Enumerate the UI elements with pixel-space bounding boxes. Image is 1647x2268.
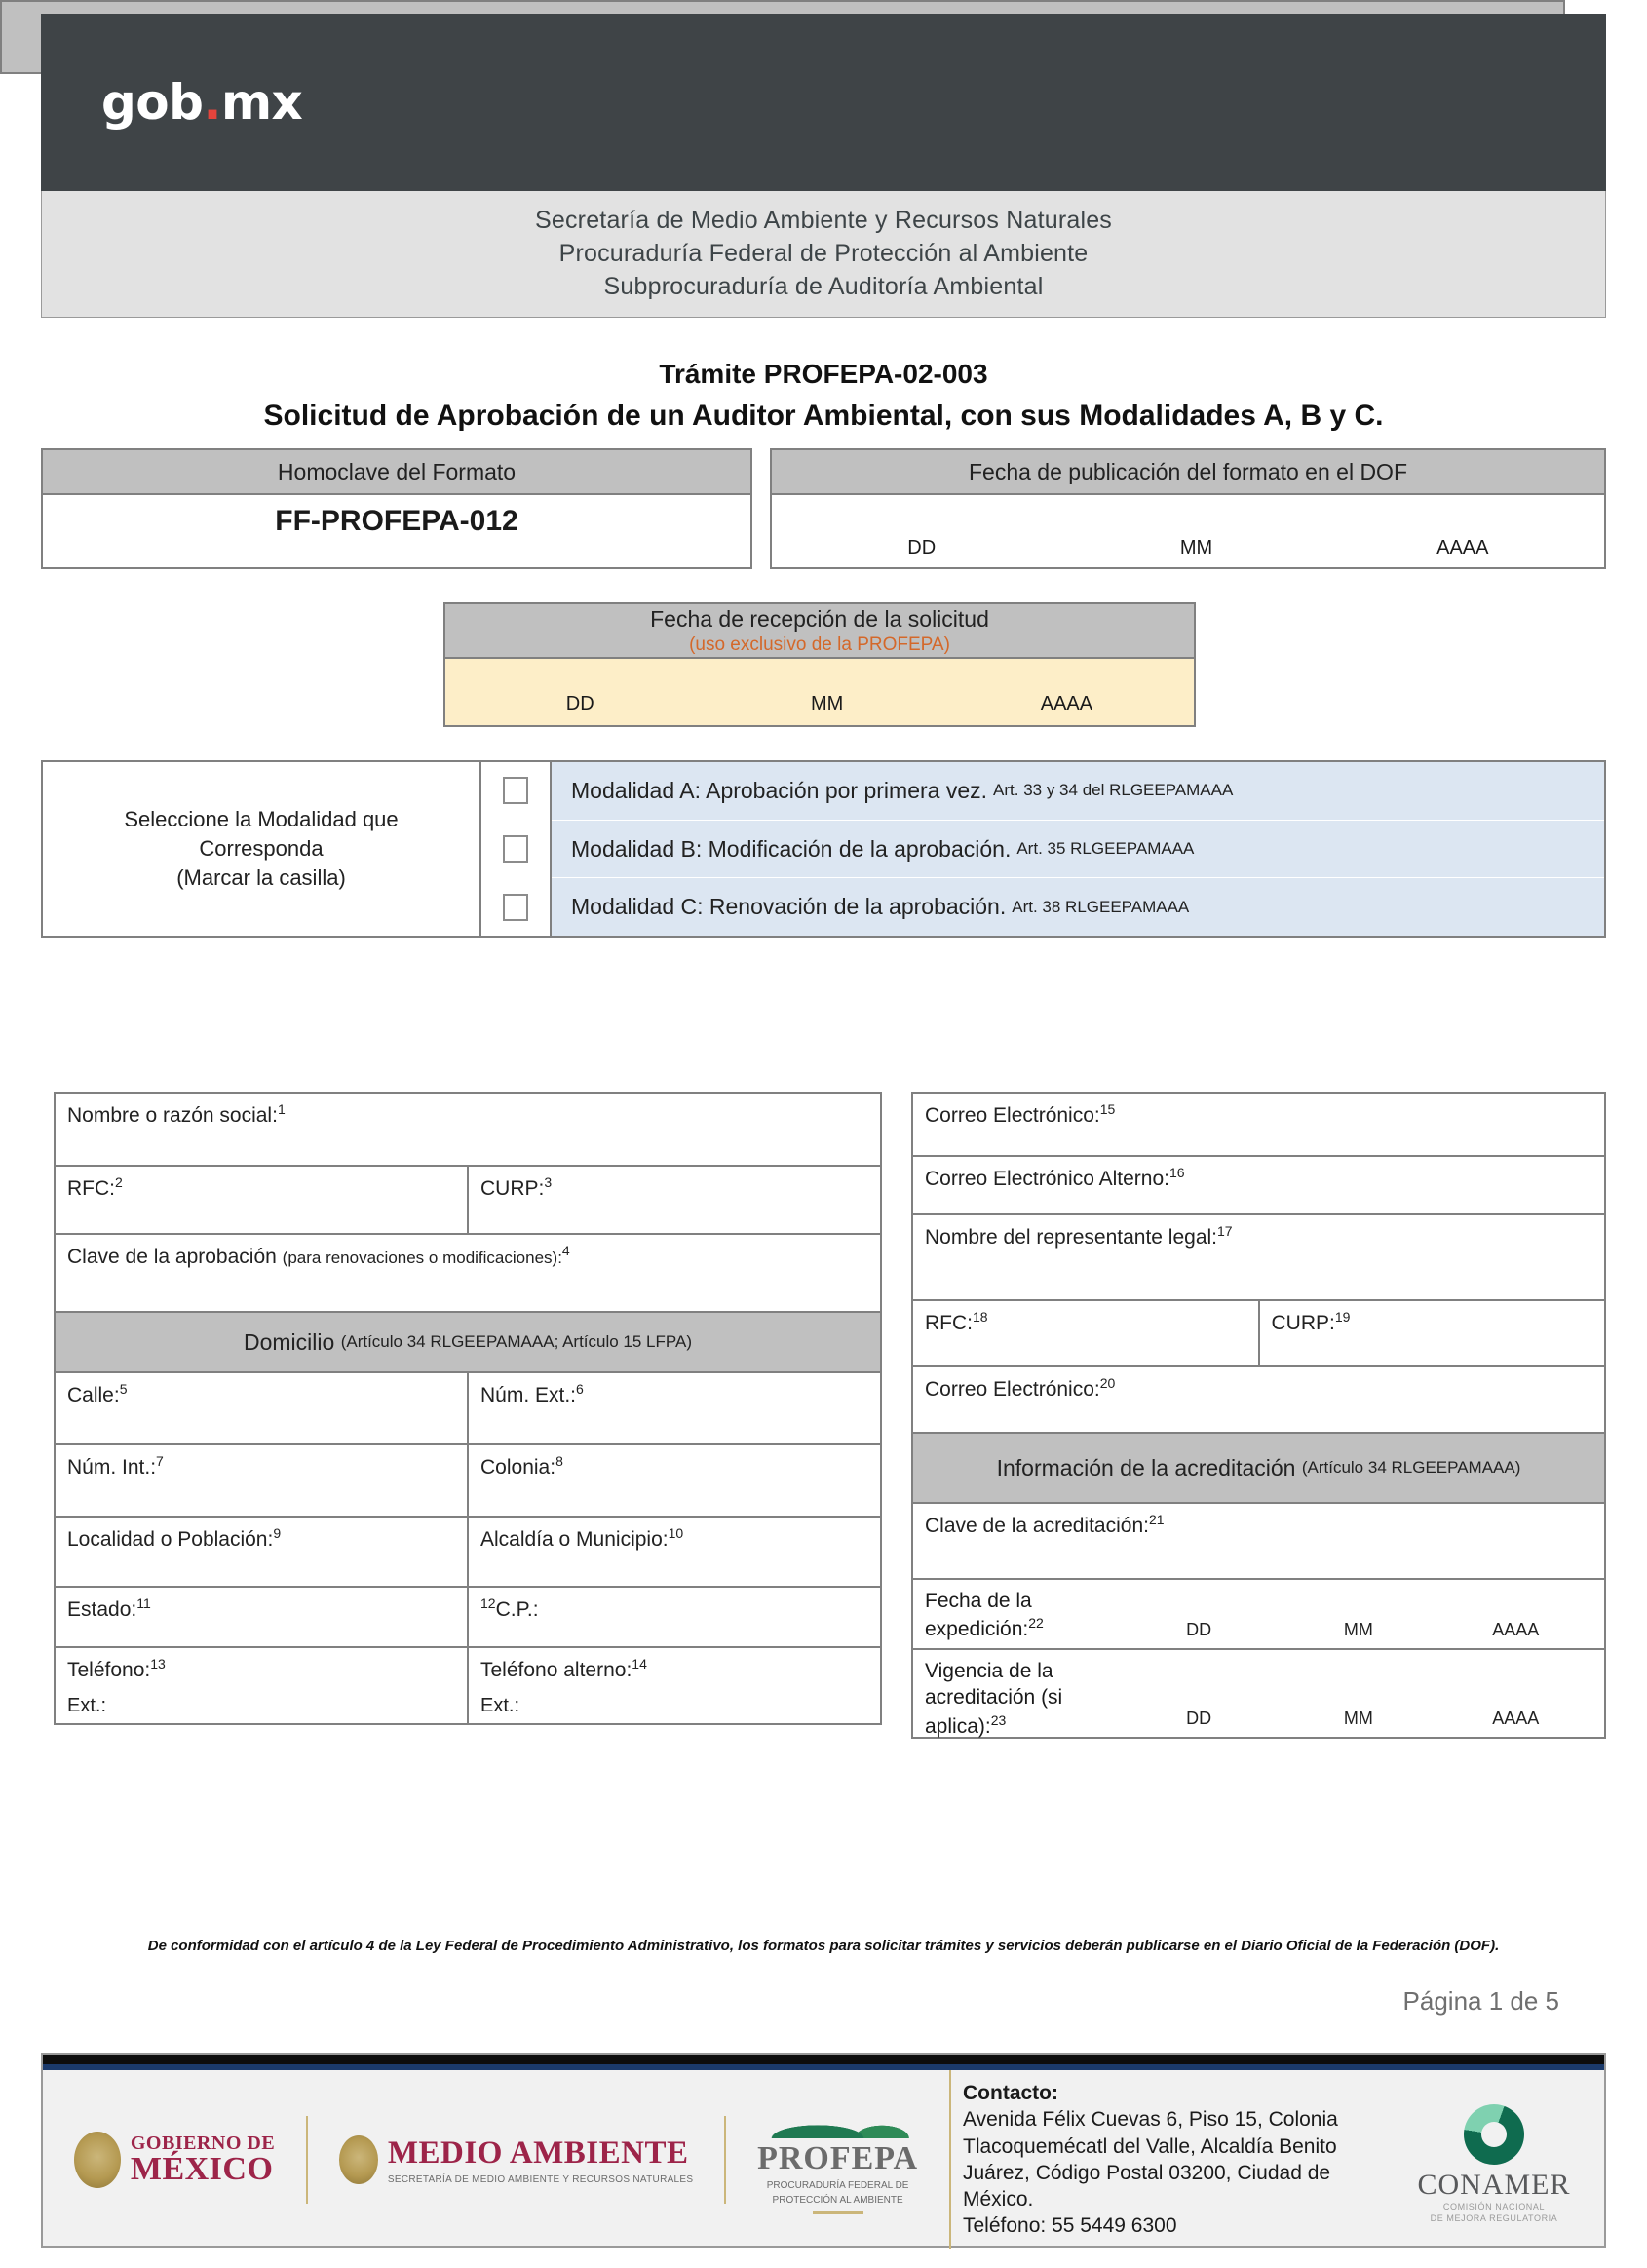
footer-contact-section <box>949 2070 1604 2249</box>
label-ext-telefono-alterno[interactable]: Ext.: <box>480 1695 520 1716</box>
acreditacion-band <box>913 1434 1604 1504</box>
fieldnum-telefono: 13 <box>150 1656 166 1672</box>
medio-ambiente-line-2: SECRETARÍA DE MEDIO AMBIENTE Y RECURSOS NATURALES <box>387 2173 694 2185</box>
modalidad-option-a[interactable] <box>552 762 1604 820</box>
modalidad-options-panel <box>552 762 1604 936</box>
checkbox-modalidad-a[interactable] <box>503 777 528 804</box>
field-cp[interactable] <box>467 1588 880 1646</box>
modalidad-selection-box <box>41 760 1606 938</box>
fieldnum-representante: 17 <box>1217 1223 1233 1239</box>
field-correo-electronico[interactable] <box>913 1094 1604 1155</box>
field-localidad[interactable] <box>56 1518 467 1586</box>
label-curp: CURP: <box>480 1177 545 1200</box>
acreditacion-header-article: (Artículo 34 RLGEEPAMAAA) <box>1301 1458 1521 1477</box>
label-correo-alterno: Correo Electrónico Alterno: <box>925 1168 1169 1190</box>
domicilio-header-label: Domicilio <box>244 1328 335 1355</box>
field-calle[interactable] <box>56 1373 467 1443</box>
checkbox-modalidad-b[interactable] <box>503 835 528 863</box>
homoclave-header: Homoclave del Formato <box>43 450 750 495</box>
modalidad-option-c[interactable] <box>552 877 1604 936</box>
page-footer <box>41 2053 1606 2248</box>
label-rfc: RFC: <box>67 1177 115 1200</box>
medio-ambiente-logo <box>339 2135 693 2185</box>
mexican-eagle-seal-icon <box>74 2132 121 2188</box>
gobierno-de-mexico-logo <box>74 2132 275 2188</box>
vigencia-aaaa-label: AAAA <box>1492 1709 1540 1728</box>
agency-line-3: Subprocuraduría de Auditoría Ambiental <box>603 273 1044 300</box>
fieldnum-colonia: 8 <box>555 1453 563 1469</box>
gobmx-logo-suffix: mx <box>220 74 303 131</box>
recepcion-subtitle: (uso exclusivo de la PROFEPA) <box>689 634 950 655</box>
legal-footnote: De conformidad con el artículo 4 de la Ley Federal de Procedimiento Administrativo, los formatos para solicitar trámites y servicios deberán publicarse en el Diario Oficial de la Federación (DOF). <box>147 1938 1500 1954</box>
vigencia-dd-label: DD <box>1186 1709 1212 1728</box>
row-correo <box>913 1094 1604 1157</box>
row-rep-rfc-curp <box>913 1301 1604 1367</box>
tramite-code: Trámite PROFEPA-02-003 <box>659 359 988 389</box>
modalidad-a-checkbox-cell[interactable] <box>481 762 550 820</box>
field-num-ext[interactable] <box>467 1373 880 1443</box>
field-telefono-alterno[interactable] <box>467 1648 880 1723</box>
modalidad-prompt <box>43 762 481 936</box>
row-rep-correo <box>913 1367 1604 1434</box>
semarnat-eagle-seal-icon <box>339 2135 378 2184</box>
modalidad-prompt-line-1: Seleccione la Modalidad que <box>124 807 399 832</box>
modalidad-a-article: Art. 33 y 34 del RLGEEPAMAAA <box>993 781 1234 800</box>
fieldnum-clave-aprobacion: 4 <box>561 1243 570 1258</box>
field-fecha-expedicion-inputs[interactable] <box>1118 1580 1604 1648</box>
conamer-sub-1: COMISIÓN NACIONAL <box>1442 2202 1546 2212</box>
agency-line-1: Secretaría de Medio Ambiente y Recursos Naturales <box>534 207 1113 234</box>
fieldnum-cp: 12 <box>480 1595 496 1611</box>
dof-header: Fecha de publicación del formato en el DOF <box>772 450 1604 495</box>
profepa-logo-rule <box>813 2211 863 2214</box>
expedicion-aaaa-label: AAAA <box>1492 1620 1540 1639</box>
label-num-int: Núm. Int.: <box>67 1456 157 1479</box>
label-telefono: Teléfono: <box>67 1659 151 1681</box>
label-localidad: Localidad o Población: <box>67 1528 274 1551</box>
field-nombre-razon-social[interactable] <box>56 1094 880 1165</box>
fieldnum-clave-acreditacion: 21 <box>1148 1512 1165 1527</box>
label-cp: C.P.: <box>495 1598 539 1621</box>
gobmx-header-bar <box>41 14 1606 191</box>
label-clave-aprobacion-sub: (para renovaciones o modificaciones): <box>282 1249 562 1267</box>
modalidad-prompt-line-2: Corresponda <box>199 836 324 862</box>
conamer-logo <box>1392 2080 1596 2249</box>
fieldnum-correo-alterno: 16 <box>1168 1165 1185 1180</box>
modalidad-prompt-line-3: (Marcar la casilla) <box>176 865 346 890</box>
field-alcaldia[interactable] <box>467 1518 880 1586</box>
fieldnum-representante-rfc: 18 <box>973 1309 988 1325</box>
recepcion-body[interactable] <box>445 659 1194 725</box>
modalidad-option-b[interactable] <box>552 820 1604 878</box>
label-representante-rfc: RFC: <box>925 1312 973 1334</box>
field-vigencia-label <box>913 1650 1118 1737</box>
recepcion-aaaa-label: AAAA <box>1040 693 1093 714</box>
field-correo-alterno[interactable] <box>913 1157 1604 1213</box>
gobmx-logo <box>101 74 302 131</box>
label-colonia: Colonia: <box>480 1456 556 1479</box>
expedicion-dd-label: DD <box>1186 1620 1212 1639</box>
row-telefonos <box>56 1648 880 1723</box>
field-vigencia-inputs[interactable] <box>1118 1650 1604 1737</box>
fieldnum-alcaldia: 10 <box>668 1525 684 1541</box>
medio-ambiente-line-1: MEDIO AMBIENTE <box>387 2134 689 2171</box>
modalidad-c-article: Art. 38 RLGEEPAMAAA <box>1012 897 1190 916</box>
dof-aaaa-label: AAAA <box>1436 537 1489 558</box>
field-curp[interactable] <box>467 1167 880 1233</box>
dof-dd-label: DD <box>907 537 937 558</box>
dof-mm-label: MM <box>1179 537 1213 558</box>
row-rfc-curp <box>56 1167 880 1235</box>
recepcion-date-fields[interactable] <box>445 659 1194 725</box>
profepa-logo-line-2: PROCURADURÍA FEDERAL DE <box>766 2180 909 2191</box>
row-representante <box>913 1215 1604 1301</box>
dof-publication-box <box>770 448 1606 569</box>
fieldnum-calle: 5 <box>119 1381 128 1397</box>
row-fecha-expedicion <box>913 1580 1604 1650</box>
row-vigencia-acreditacion <box>913 1650 1604 1737</box>
label-nombre: Nombre o razón social: <box>67 1104 278 1127</box>
profepa-wave-icon <box>765 2105 911 2138</box>
modalidad-b-label: Modalidad B: Modificación de la aprobación. <box>571 835 1012 862</box>
fieldnum-estado: 11 <box>136 1595 151 1611</box>
fieldnum-curp: 3 <box>544 1174 553 1190</box>
fieldnum-representante-curp: 19 <box>1334 1309 1351 1325</box>
gobmx-logo-dot: . <box>203 74 221 131</box>
footer-black-rule <box>43 2055 1604 2064</box>
row-calle-numext <box>56 1373 880 1445</box>
contact-label: Contacto: <box>963 2082 1058 2104</box>
field-fecha-expedicion-label <box>913 1580 1118 1648</box>
contact-text <box>963 2080 1392 2249</box>
row-estado-cp <box>56 1588 880 1648</box>
contact-address: Avenida Félix Cuevas 6, Piso 15, Colonia Tlacoquemécatl del Valle, Alcaldía Benito Juárez, Código Postal 03200, Ciudad de México. <box>963 2108 1338 2211</box>
agency-band <box>41 191 1606 318</box>
label-fecha-expedicion-l2: expedición: <box>925 1618 1029 1641</box>
footer-logos <box>43 2070 949 2249</box>
row-clave-acreditacion <box>913 1504 1604 1580</box>
modalidad-c-checkbox-cell[interactable] <box>481 877 550 936</box>
contact-phone: Teléfono: 55 5449 6300 <box>963 2214 1177 2238</box>
gobmx-logo-main: gob <box>101 74 204 131</box>
label-clave-aprobacion: Clave de la aprobación <box>67 1246 277 1268</box>
field-rfc[interactable] <box>56 1167 467 1233</box>
recepcion-title: Fecha de recepción de la solicitud <box>650 605 989 632</box>
label-calle: Calle: <box>67 1384 120 1406</box>
label-vigencia-l2: acreditación (si <box>925 1686 1063 1710</box>
label-ext-telefono[interactable]: Ext.: <box>67 1695 107 1716</box>
row-correo-alterno <box>913 1157 1604 1215</box>
checkbox-modalidad-c[interactable] <box>503 894 528 921</box>
fieldnum-num-int: 7 <box>156 1453 164 1469</box>
homoclave-value: FF-PROFEPA-012 <box>275 505 518 537</box>
modalidad-a-label: Modalidad A: Aprobación por primera vez. <box>571 777 988 803</box>
fieldnum-num-ext: 6 <box>576 1381 584 1397</box>
label-fecha-expedicion-l1: Fecha de la <box>925 1590 1032 1612</box>
conamer-sub-2: DE MEJORA REGULATORIA <box>1430 2213 1558 2223</box>
page-title: Solicitud de Aprobación de un Auditor Ambiental, con sus Modalidades A, B y C. <box>263 400 1384 432</box>
fieldnum-nombre: 1 <box>277 1101 286 1117</box>
conamer-mark-icon <box>1464 2104 1524 2165</box>
label-vigencia-l3: aplica): <box>925 1714 991 1738</box>
gobierno-logo-line-2: MÉXICO <box>130 2151 274 2187</box>
page-number: Página 1 de 5 <box>1402 1986 1559 2016</box>
row-nombre <box>56 1094 880 1167</box>
fieldnum-rfc: 2 <box>115 1174 123 1190</box>
dof-date-fields[interactable] <box>772 495 1604 569</box>
acreditacion-header-label: Información de la acreditación <box>996 1454 1296 1480</box>
field-estado[interactable] <box>56 1588 467 1646</box>
field-representante-curp[interactable] <box>1258 1301 1605 1365</box>
conamer-name: CONAMER <box>1417 2169 1571 2202</box>
fieldnum-vigencia: 23 <box>990 1711 1007 1728</box>
profepa-logo <box>757 2105 918 2214</box>
row-clave-aprobacion <box>56 1235 880 1313</box>
gobierno-logo-line-1: GOBIERNO DE <box>130 2133 276 2154</box>
left-form-column <box>54 1092 882 1725</box>
field-clave-aprobacion[interactable] <box>56 1235 880 1311</box>
fieldnum-correo: 15 <box>1099 1101 1116 1117</box>
modalidad-c-label: Modalidad C: Renovación de la aprobación. <box>571 894 1007 920</box>
field-colonia[interactable] <box>467 1445 880 1516</box>
field-representante-correo[interactable] <box>913 1367 1604 1432</box>
fecha-recepcion-box <box>443 602 1196 727</box>
agency-line-2: Procuraduría Federal de Protección al Ambiente <box>558 240 1089 267</box>
footer-body <box>43 2070 1604 2249</box>
label-vigencia-l1: Vigencia de la <box>925 1660 1053 1682</box>
label-estado: Estado: <box>67 1598 137 1621</box>
recepcion-dd-label: DD <box>565 693 594 714</box>
label-representante: Nombre del representante legal: <box>925 1226 1218 1249</box>
right-form-column <box>911 1092 1606 1739</box>
field-clave-acreditacion[interactable] <box>913 1504 1604 1578</box>
fieldnum-fecha-expedicion: 22 <box>1028 1615 1044 1632</box>
field-nombre-representante-legal[interactable] <box>913 1215 1604 1299</box>
profepa-logo-line-3: PROTECCIÓN AL AMBIENTE <box>772 2195 903 2206</box>
label-clave-acreditacion: Clave de la acreditación: <box>925 1515 1149 1537</box>
fieldnum-representante-correo: 20 <box>1099 1375 1116 1391</box>
row-numint-colonia <box>56 1445 880 1518</box>
profepa-logo-line-1: PROFEPA <box>757 2140 919 2176</box>
recepcion-header <box>445 604 1194 659</box>
label-correo: Correo Electrónico: <box>925 1104 1100 1127</box>
domicilio-band <box>56 1313 880 1373</box>
label-num-ext: Núm. Ext.: <box>480 1384 577 1406</box>
field-telefono[interactable] <box>56 1648 467 1723</box>
recepcion-mm-label: MM <box>811 693 844 714</box>
row-localidad-alcaldia <box>56 1518 880 1588</box>
footer-divider-1 <box>306 2116 308 2204</box>
field-representante-rfc[interactable] <box>913 1301 1258 1365</box>
modalidad-checkbox-column <box>481 762 552 936</box>
domicilio-header-article: (Artículo 34 RLGEEPAMAAA; Artículo 15 LFPA) <box>340 1332 692 1351</box>
fieldnum-localidad: 9 <box>273 1525 282 1541</box>
label-representante-curp: CURP: <box>1271 1312 1335 1334</box>
vigencia-mm-label: MM <box>1343 1709 1373 1728</box>
fieldnum-telefono-alterno: 14 <box>632 1656 647 1672</box>
label-telefono-alterno: Teléfono alterno: <box>480 1659 632 1681</box>
modalidad-b-checkbox-cell[interactable] <box>481 820 550 878</box>
label-alcaldia: Alcaldía o Municipio: <box>480 1528 669 1551</box>
expedicion-mm-label: MM <box>1343 1620 1373 1639</box>
footer-divider-2 <box>724 2116 726 2204</box>
homoclave-box <box>41 448 752 569</box>
modalidad-b-article: Art. 35 RLGEEPAMAAA <box>1016 839 1195 858</box>
field-num-int[interactable] <box>56 1445 467 1516</box>
label-representante-correo: Correo Electrónico: <box>925 1378 1100 1401</box>
